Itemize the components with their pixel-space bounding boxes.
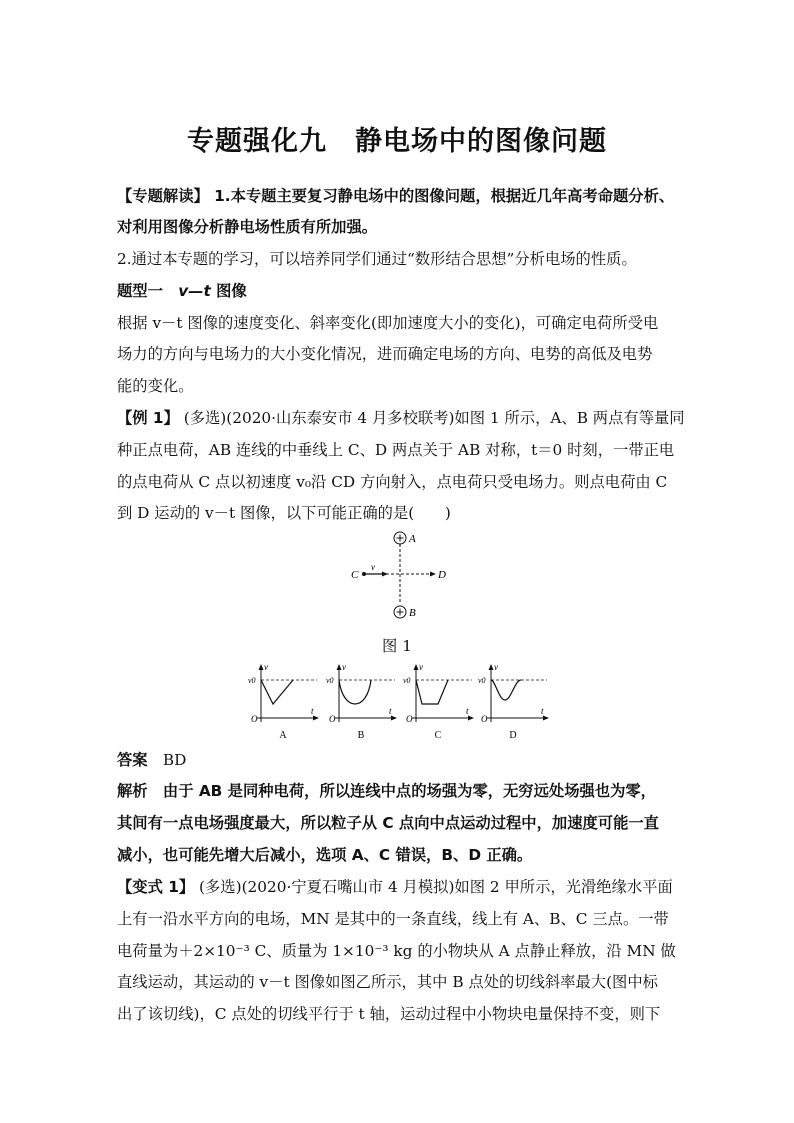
example1-line-1: [117, 408, 687, 428]
label-d: D: [438, 569, 446, 581]
point-c-dot: [362, 572, 366, 576]
v-axis-arrow: [489, 664, 494, 670]
vt-graph-c: [400, 660, 480, 740]
option-label: C: [434, 730, 442, 741]
intro-heading: 【专题解读】: [117, 187, 209, 205]
type1-paragraph-line-3: 能的变化。: [117, 377, 194, 395]
v0-label: v0: [248, 676, 256, 685]
origin-label: O: [406, 714, 413, 724]
v-axis-arrow: [259, 664, 264, 670]
page-title: 专题强化九 静电场中的图像问题: [187, 126, 607, 157]
intro-line-1: [117, 186, 687, 206]
vt-curve: [339, 680, 371, 704]
answer-line: [117, 750, 687, 770]
t-axis-arrow: [468, 716, 474, 721]
analysis-line-3: 减小，也可能先增大后减小，选项 A、C 错误，B、D 正确。: [117, 846, 533, 864]
origin-label: O: [251, 714, 258, 724]
variant1-line-4: 直线运动，其运动的 v－t 图像如图乙所示，其中 B 点处的切线斜率最大(图中标: [117, 973, 658, 991]
origin-label: O: [329, 714, 336, 724]
variant1-line-1: [117, 877, 687, 897]
t-axis-label: t: [466, 706, 469, 716]
label-c: C: [351, 569, 359, 581]
label-v: v: [371, 562, 375, 572]
type1-heading-italic: v—t: [178, 282, 211, 300]
vt-curve: [491, 680, 521, 700]
t-axis-arrow: [313, 716, 319, 721]
figure-1-caption: 图 1: [382, 637, 412, 655]
variant1-text-1: (多选)(2020·宁夏石嘴山市 4 月模拟)如图 2 甲所示，光滑绝缘水平面: [194, 878, 673, 896]
intro-line-3: 2.通过本专题的学习，可以培养同学们通过“数形结合思想”分析电场的性质。: [117, 250, 637, 268]
analysis-label: 解析: [117, 782, 148, 800]
t-axis-label: t: [311, 706, 314, 716]
example1-label: 【例 1】: [117, 409, 179, 427]
type1-heading-tail: 图像: [210, 282, 247, 300]
type1-heading-text: 题型一: [117, 282, 179, 300]
v-axis-label: v: [494, 662, 498, 672]
variant1-line-2: 上有一沿水平方向的电场，MN 是其中的一条直线，线上有 A、B、C 三点。一带: [117, 910, 669, 928]
example1-line-2: 种正点电荷，AB 连线的中垂线上 C、D 两点关于 AB 对称，t＝0 时刻，一带正电: [117, 441, 675, 459]
answer-value: BD: [162, 751, 187, 769]
figure-1-charges: [340, 528, 460, 622]
t-axis-label: t: [389, 706, 392, 716]
v0-label: v0: [403, 676, 411, 685]
vt-curve: [261, 680, 293, 704]
v-axis-label: v: [264, 662, 268, 672]
t-axis-arrow: [543, 716, 549, 721]
v-axis-arrow: [414, 664, 419, 670]
vt-graph-d: [475, 660, 555, 740]
t-axis-arrow: [391, 716, 397, 721]
type1-heading: [117, 281, 687, 301]
type1-paragraph-line-1: 根据 v－t 图像的速度变化、斜率变化(即加速度大小的变化)，可确定电荷所受电: [117, 314, 659, 332]
v0-label: v0: [326, 676, 334, 685]
example1-text-1: (多选)(2020·山东泰安市 4 月多校联考)如图 1 所示，A、B 两点有等量同: [178, 409, 685, 427]
t-axis-label: t: [541, 706, 544, 716]
answer-label: 答案: [117, 751, 148, 769]
intro-text-1: 1.本专题主要复习静电场中的图像问题，根据近几年高考命题分析、: [208, 187, 675, 205]
analysis-text-1: 由于 AB 是同种电荷，所以连线中点的场强为零，无穷远处场强也为零，: [162, 782, 656, 800]
d-arrowhead: [430, 572, 436, 577]
example1-line-3: 的点电荷从 C 点以初速度 v₀沿 CD 方向射入，点电荷只受电场力。则点电荷由 C: [117, 473, 668, 491]
option-label: D: [509, 730, 517, 741]
option-label: B: [357, 730, 365, 741]
variant1-line-3: 电荷量为＋2×10⁻³ C、质量为 1×10⁻³ kg 的小物块从 A 点静止释放，沿 MN 做: [117, 942, 676, 960]
variant1-line-5: 出了该切线)，C 点处的切线平行于 t 轴，运动过程中小物块电量保持不变，则下: [117, 1005, 661, 1023]
vt-curve: [416, 680, 448, 704]
label-a: A: [409, 533, 416, 545]
label-b: B: [409, 607, 416, 619]
v-axis-arrow: [337, 664, 342, 670]
option-label: A: [279, 730, 287, 741]
velocity-arrowhead: [382, 572, 388, 577]
v-axis-label: v: [419, 662, 423, 672]
analysis-line-2: 其间有一点电场强度最大，所以粒子从 C 点向中点运动过程中，加速度可能一直: [117, 814, 659, 832]
vt-graph-a: [245, 660, 325, 740]
variant1-label: 【变式 1】: [117, 878, 195, 896]
type1-paragraph-line-2: 场力的方向与电场力的大小变化情况，进而确定电场的方向、电势的高低及电势: [117, 345, 653, 363]
analysis-line-1: [117, 781, 687, 801]
intro-line-2: 对利用图像分析静电场性质有所加强。: [117, 218, 378, 236]
example1-line-4: 到 D 运动的 v－t 图像，以下可能正确的是( ): [117, 504, 451, 522]
v0-label: v0: [478, 676, 486, 685]
origin-label: O: [481, 714, 488, 724]
v-axis-label: v: [342, 662, 346, 672]
vt-graph-b: [323, 660, 403, 740]
